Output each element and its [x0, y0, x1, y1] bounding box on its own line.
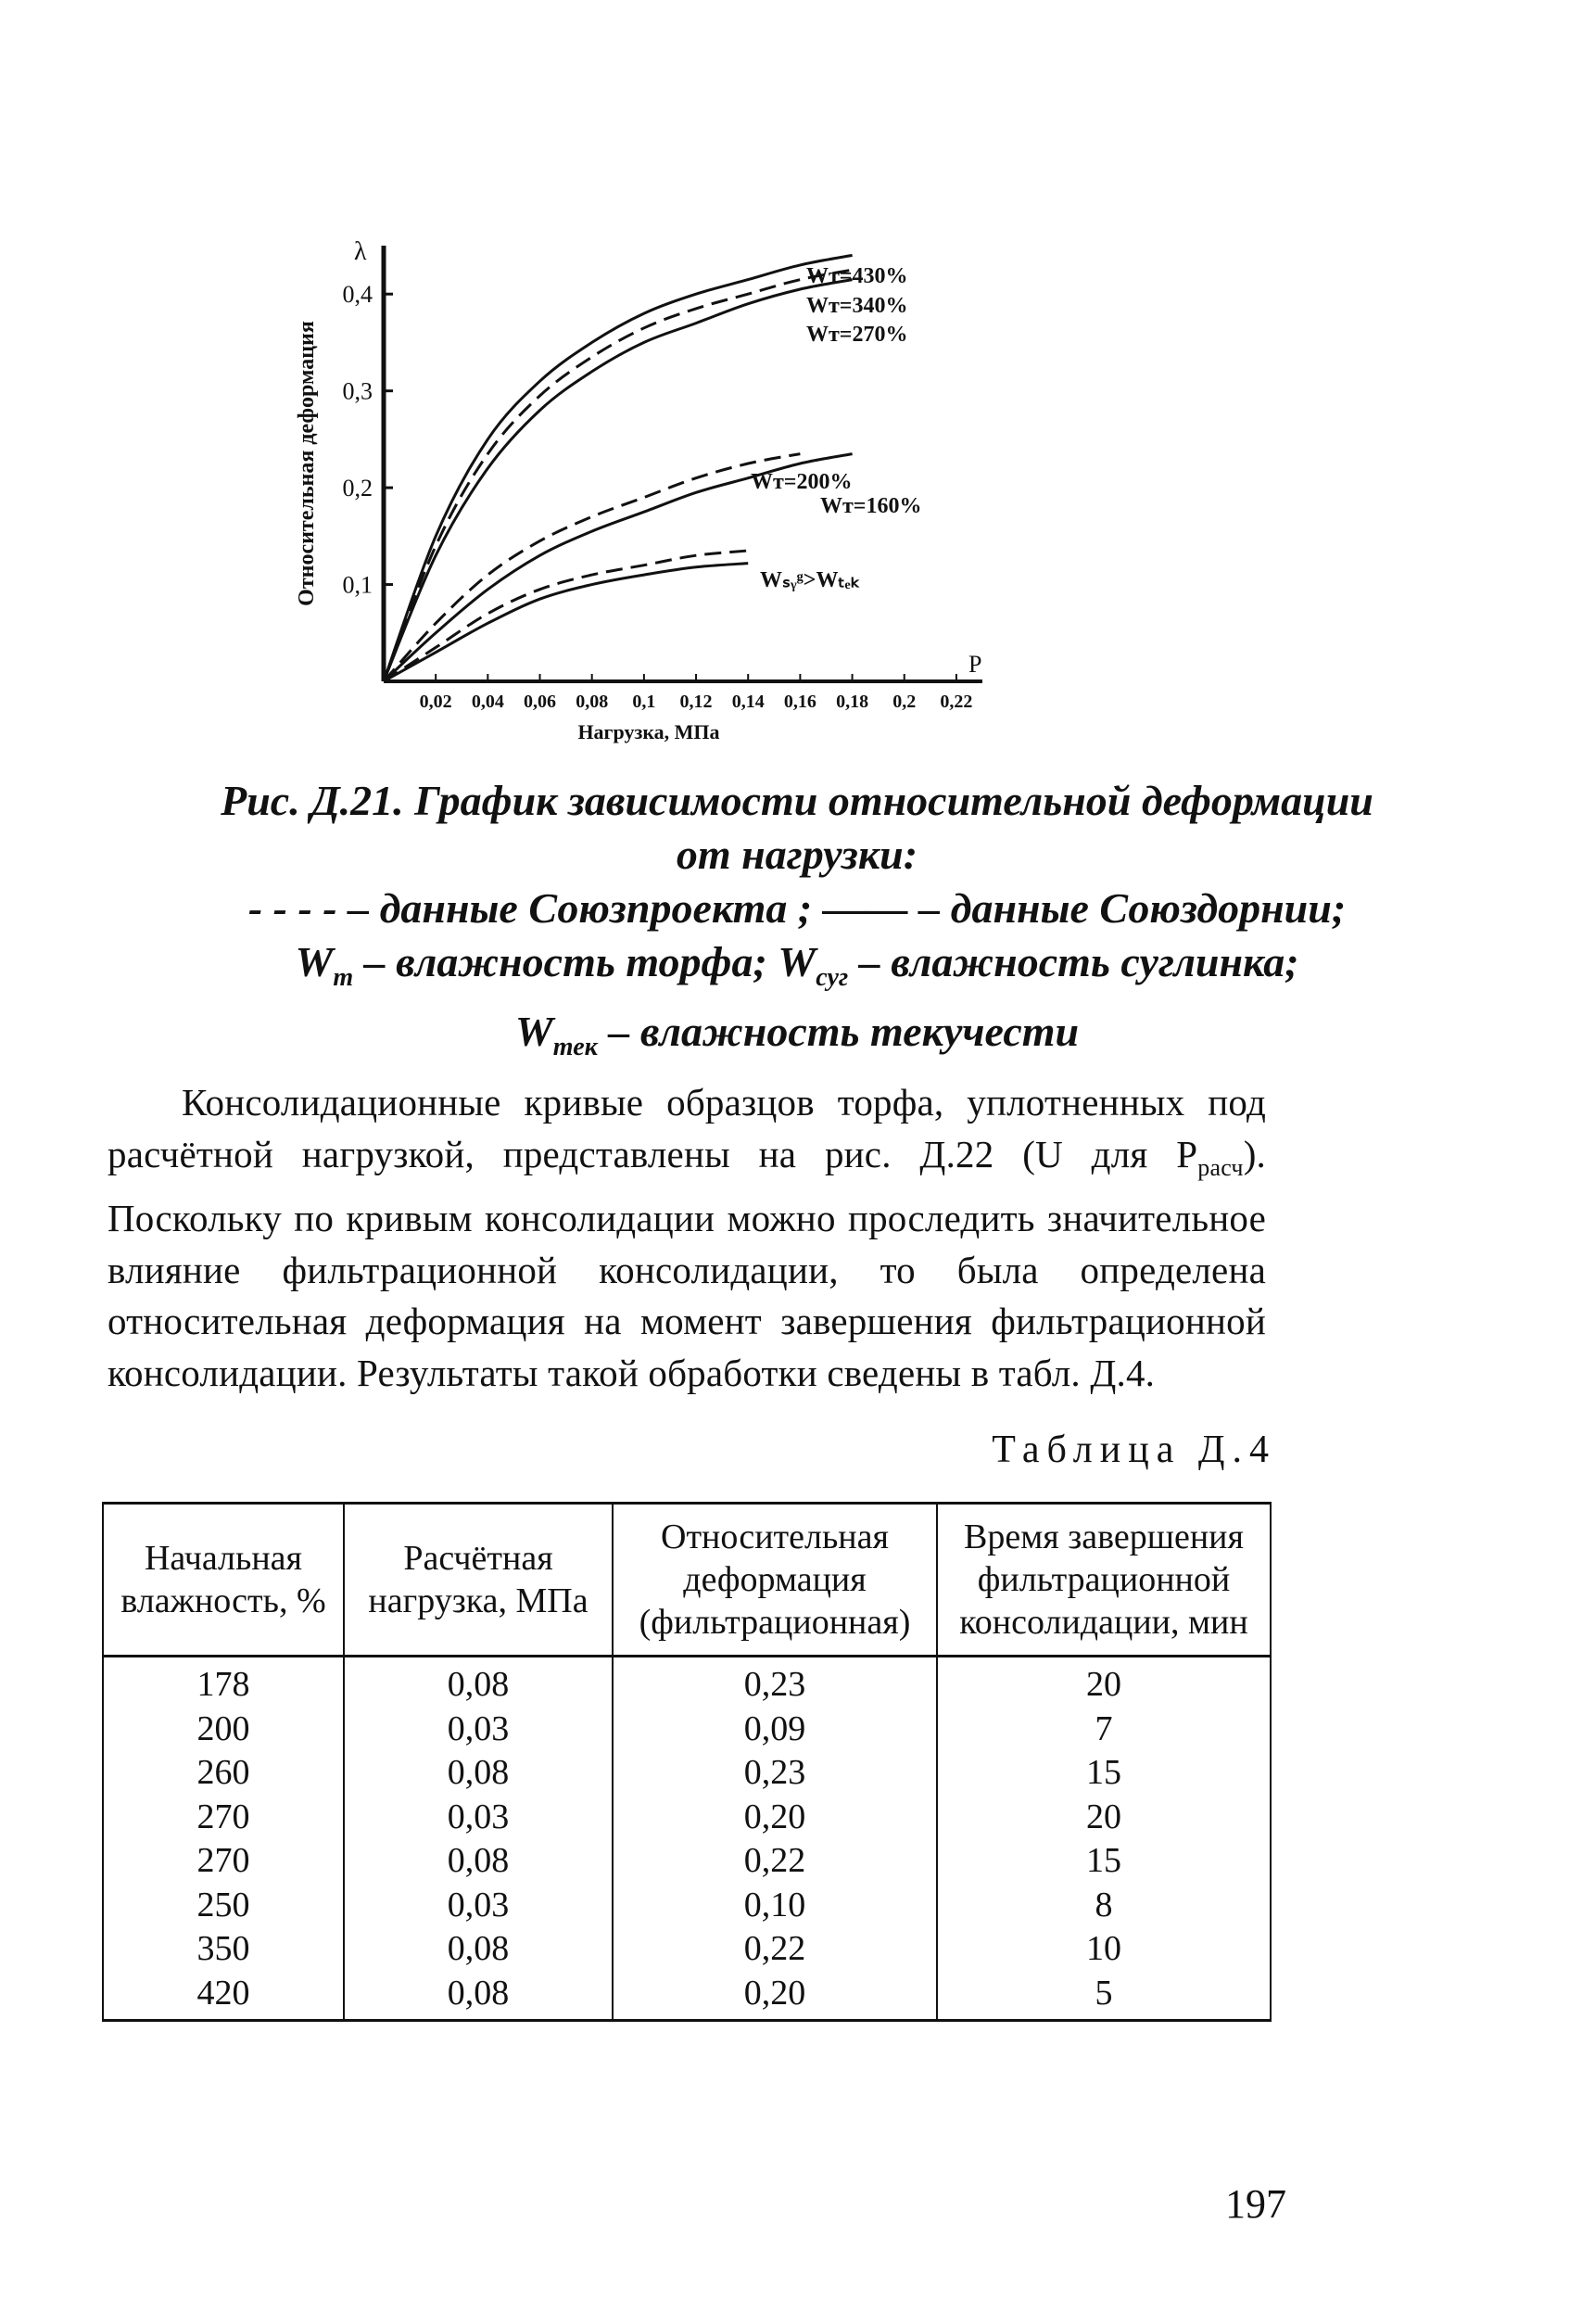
curve-dashed	[384, 551, 748, 681]
table-cell: 0,08	[344, 1927, 613, 1972]
x-tick-label: 0,14	[731, 692, 765, 712]
table-head	[103, 1504, 1271, 1657]
header-relative-deformation: Относительная деформация (фильтрационная)	[613, 1504, 937, 1657]
symbol-w: W	[514, 1008, 553, 1056]
table-cell: 350	[103, 1927, 344, 1972]
table-cell: 0,03	[344, 1796, 613, 1840]
y-axis-label: Относительная деформация	[295, 321, 319, 606]
caption-loam-moisture: – влажность суглинка;	[848, 938, 1299, 985]
x-tick-label: 0,22	[940, 692, 973, 712]
table-cell: 0,03	[344, 1884, 613, 1928]
table-cell: 0,08	[344, 1751, 613, 1796]
y-tick-label: 0,3	[342, 377, 373, 405]
page-number: 197	[1225, 2181, 1286, 2227]
dashed-legend-marker: - - - -	[247, 884, 337, 932]
table-title: Таблица Д.4	[992, 1429, 1276, 1471]
paragraph-text-1: Консолидационные кривые образцов торфа, уплотненных под расчётной нагрузкой, представлены на рис. Д.22 (U для P	[108, 1081, 1266, 1175]
table-cell: 178	[103, 1657, 344, 1708]
x-axis-label: Нагрузка, МПа	[577, 720, 720, 743]
table-cell: 7	[937, 1708, 1271, 1752]
table-cell: 250	[103, 1884, 344, 1928]
symbol-w: W	[295, 938, 334, 985]
caption-liquid-limit: – влажность текучести	[597, 1008, 1080, 1056]
table-cell: 0,22	[613, 1839, 937, 1884]
table-cell: 0,08	[344, 1972, 613, 2021]
table-cell: 200	[103, 1708, 344, 1752]
deformation-chart	[278, 218, 1019, 756]
y-tick-label: 0,4	[342, 281, 373, 309]
x-tick-label: 0,18	[836, 692, 869, 712]
symbol-sub: т	[333, 963, 354, 993]
table-row	[103, 1657, 1271, 1708]
y-axis-symbol: λ	[354, 237, 367, 266]
x-tick-label: 0,2	[892, 692, 917, 712]
table-row	[103, 1839, 1271, 1884]
table-cell: 0,08	[344, 1657, 613, 1708]
curve-label: Wᴛ=340%	[806, 294, 908, 318]
table-body	[103, 1657, 1271, 2021]
table-cell: 20	[937, 1796, 1271, 1840]
table-cell: 0,20	[613, 1972, 937, 2021]
table-cell: 15	[937, 1751, 1271, 1796]
table-row	[103, 1972, 1271, 2021]
table-cell: 0,23	[613, 1751, 937, 1796]
data-table	[102, 1502, 1272, 2022]
table-header-row	[103, 1504, 1271, 1657]
table-cell: 0,03	[344, 1708, 613, 1752]
curve-label: Wᴛ=200%	[751, 470, 853, 494]
table-cell: 420	[103, 1972, 344, 2021]
caption-soyuzdornii: – данные Союздорнии;	[907, 884, 1347, 932]
curve-label: Wᴛ=430%	[806, 264, 908, 288]
table-cell: 0,09	[613, 1708, 937, 1752]
x-tick-label: 0,12	[679, 692, 713, 712]
caption-line-3	[93, 882, 1501, 935]
header-initial-moisture: Начальная влажность, %	[103, 1504, 344, 1657]
y-tick-label: 0,2	[342, 475, 373, 502]
table-cell: 270	[103, 1796, 344, 1840]
header-completion-time: Время завершения фильтрационной консолидации, мин	[937, 1504, 1271, 1657]
header-design-load: Расчётная нагрузка, МПа	[344, 1504, 613, 1657]
x-tick-label: 0,04	[471, 692, 504, 712]
table-cell: 20	[937, 1657, 1271, 1708]
symbol-sub: суг	[816, 963, 849, 993]
table-row	[103, 1751, 1271, 1796]
caption-line-1: Рис. Д.21. График зависимости относительной деформации	[221, 777, 1373, 824]
table-row	[103, 1796, 1271, 1840]
table-cell: 15	[937, 1839, 1271, 1884]
table-cell: 8	[937, 1884, 1271, 1928]
table-cell: 0,20	[613, 1796, 937, 1840]
table-cell: 0,23	[613, 1657, 937, 1708]
curve-label: Wᴛ=160%	[820, 494, 922, 518]
x-axis-symbol: P	[968, 651, 982, 678]
caption-soyuzproekt: – данные Союзпроекта ;	[336, 884, 823, 932]
x-tick-label: 0,08	[576, 692, 609, 712]
table-cell: 5	[937, 1972, 1271, 2021]
table-row	[103, 1884, 1271, 1928]
table-cell: 10	[937, 1927, 1271, 1972]
solid-legend-marker: ——	[822, 884, 908, 932]
curve-label: Wᴛ=270%	[806, 323, 908, 347]
caption-line-5	[93, 1005, 1501, 1074]
body-paragraph	[108, 1077, 1266, 1399]
table-cell: 0,22	[613, 1927, 937, 1972]
curve-label: Wₛᵧᵍ>Wₜₑₖ	[760, 568, 860, 592]
y-tick-label: 0,1	[342, 571, 373, 599]
x-tick-label: 0,16	[783, 692, 816, 712]
caption-line-2: от нагрузки:	[676, 831, 918, 878]
chart-curves	[384, 255, 853, 681]
x-tick-label: 0,06	[524, 692, 557, 712]
chart-curve-labels	[751, 264, 921, 592]
paragraph-subscript: расч	[1197, 1153, 1244, 1181]
x-tick-label: 0,1	[632, 692, 656, 712]
figure-caption	[93, 774, 1501, 1074]
table-cell: 0,10	[613, 1884, 937, 1928]
caption-line-4	[93, 935, 1501, 1005]
symbol-w: W	[778, 938, 816, 985]
table-row	[103, 1927, 1271, 1972]
table-cell: 260	[103, 1751, 344, 1796]
caption-peat-moisture: – влажность торфа;	[353, 938, 778, 985]
paragraph-text-2: ). Поскольку по кривым консолидации можно проследить значительное влияние фильтрационной консолидации, то была определена относительная деформация на момент завершения фильтрационной консолидации. Результаты такой обработки сведены в табл. Д.4.	[108, 1132, 1266, 1394]
table-cell: 270	[103, 1839, 344, 1884]
table-cell: 0,08	[344, 1839, 613, 1884]
symbol-sub: тек	[552, 1033, 598, 1062]
table-row	[103, 1708, 1271, 1752]
x-tick-label: 0,02	[419, 692, 452, 712]
